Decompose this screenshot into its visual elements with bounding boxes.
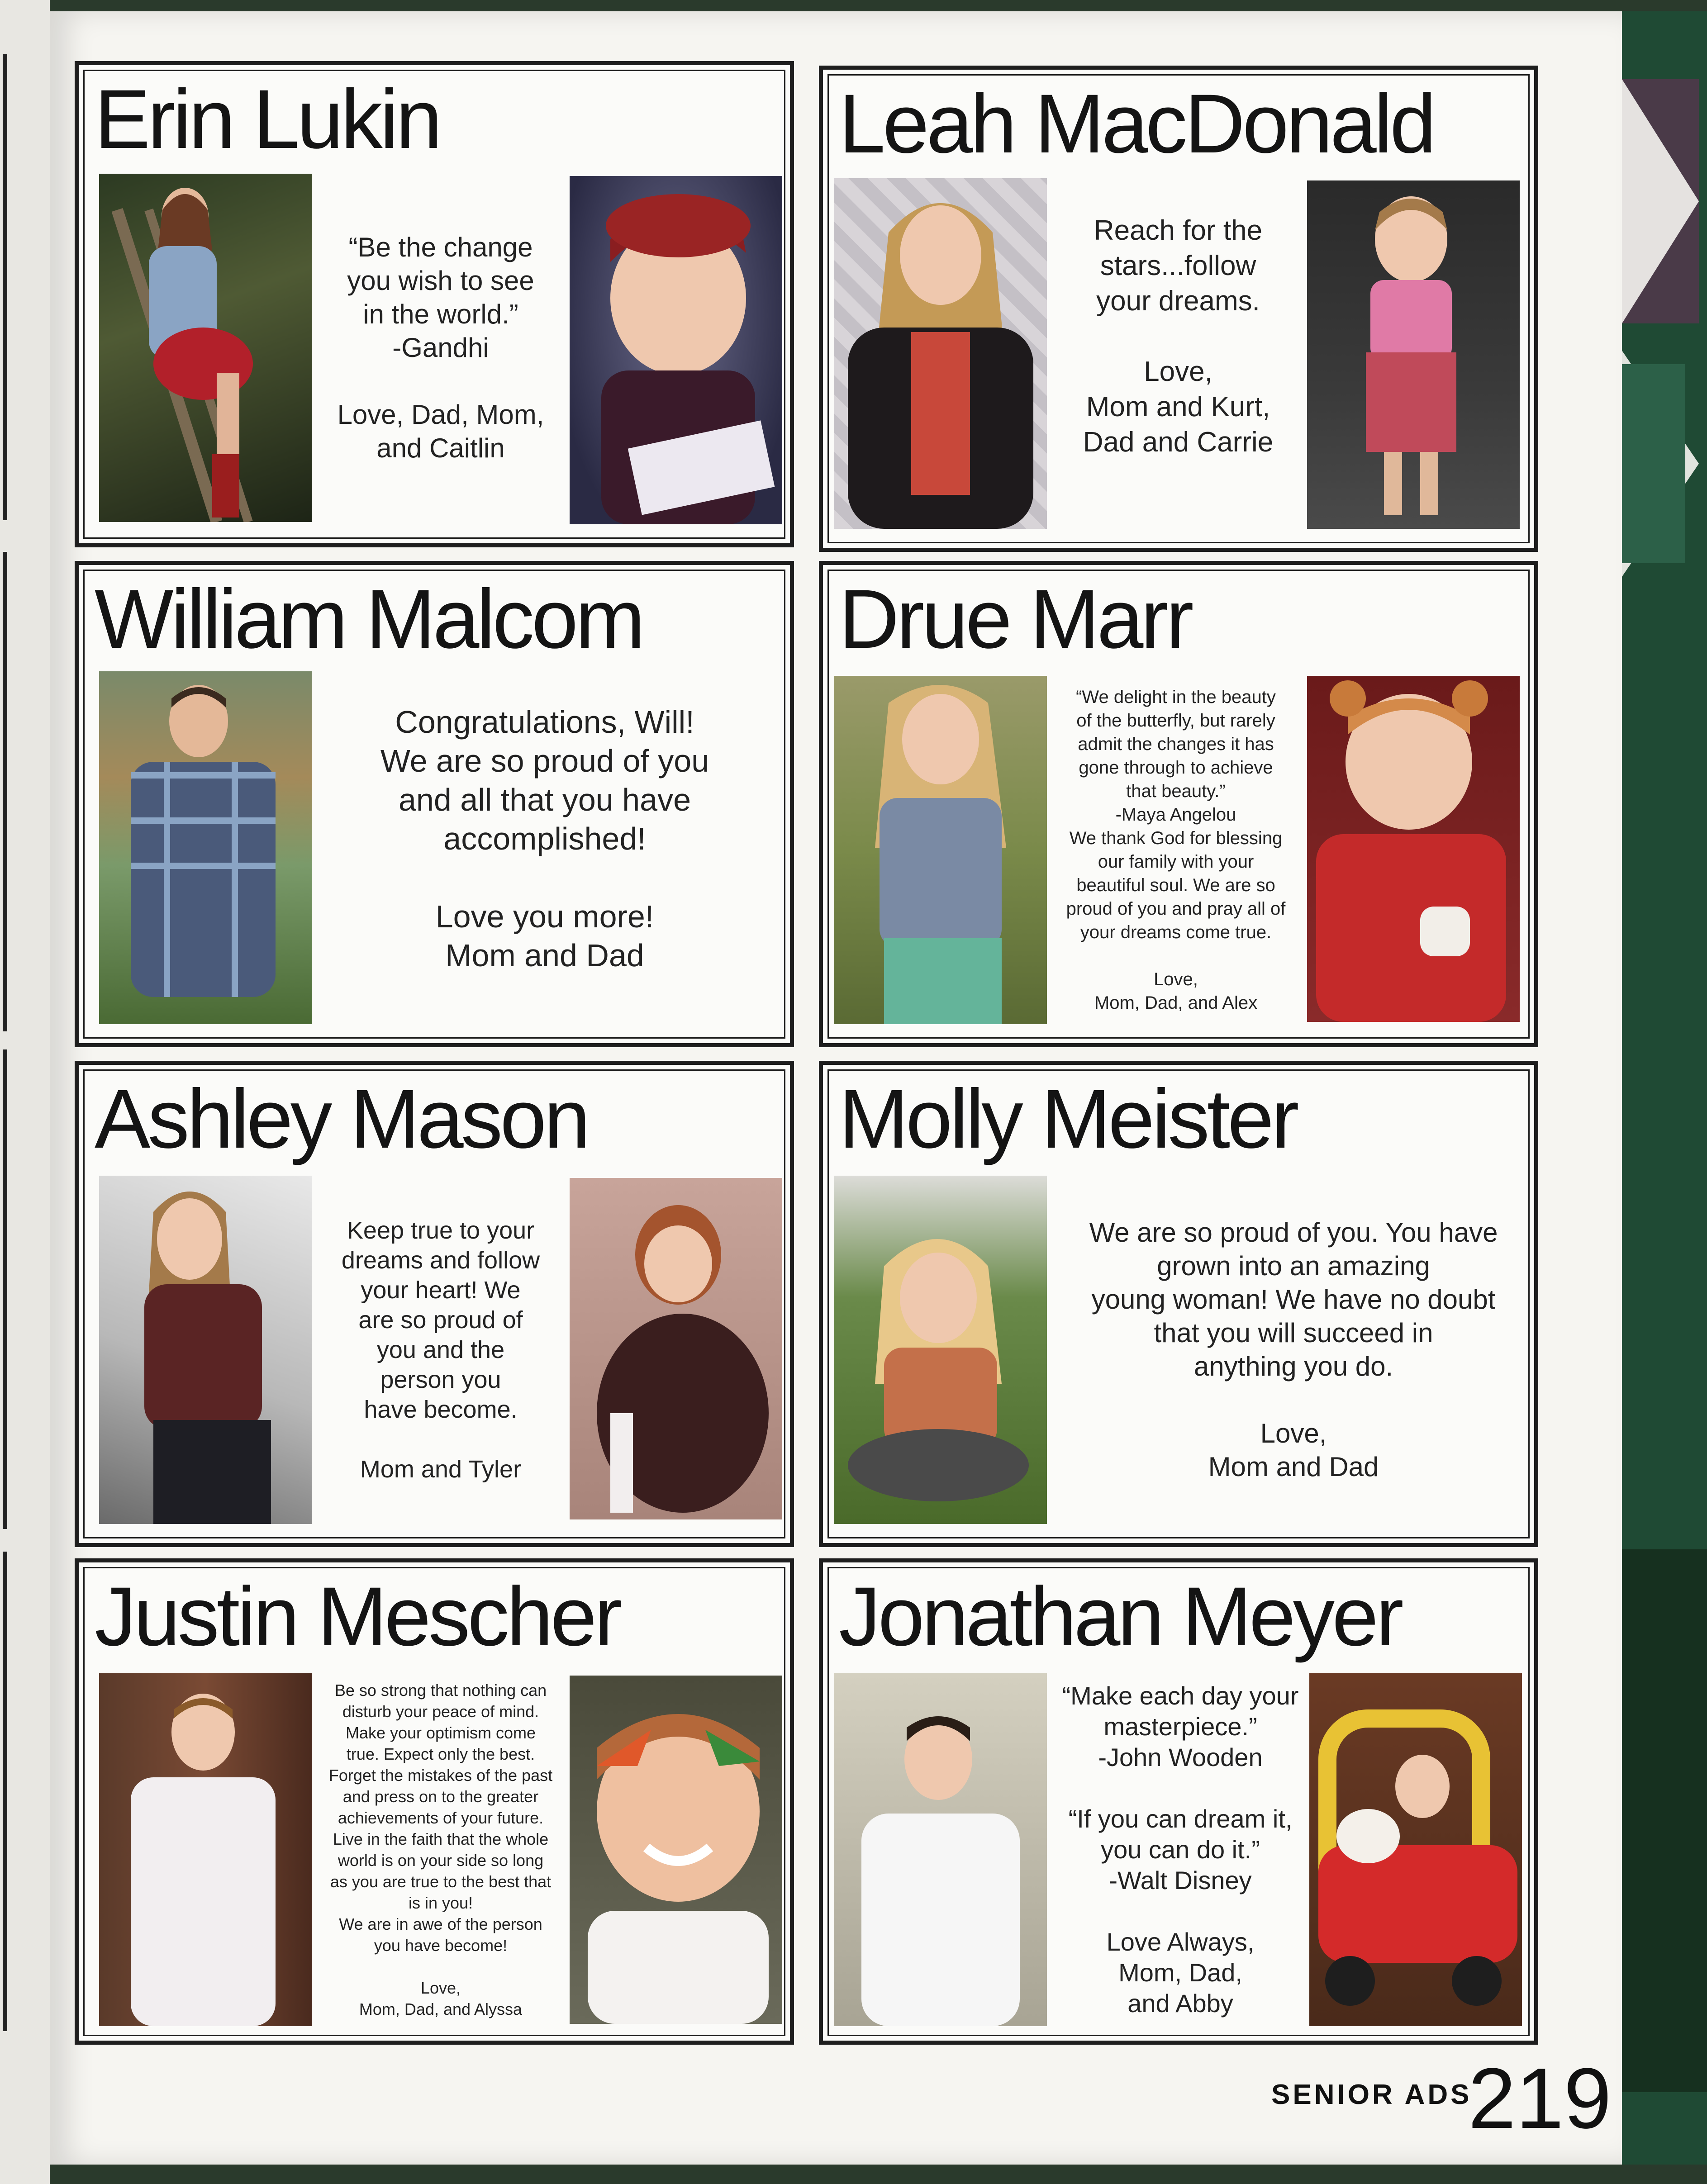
portrait-image <box>99 671 312 1024</box>
ad-message <box>1058 1176 1529 1524</box>
section-label: SENIOR ADS <box>1271 2079 1472 2110</box>
senior-photo <box>834 178 1047 529</box>
student-name: Justin Mescher <box>95 1570 620 1663</box>
message-line: your dreams. <box>1096 285 1260 317</box>
senior-ad <box>819 1558 1538 2045</box>
message-line: beautiful soul. We are so <box>1076 875 1275 895</box>
senior-ad <box>819 561 1538 1047</box>
message-line: Congratulations, Will! <box>395 704 694 740</box>
student-name: William Malcom <box>95 573 642 666</box>
message-line: We thank God for blessing <box>1069 828 1283 848</box>
message-line: proud of you and pray all of <box>1066 899 1286 919</box>
ad-message <box>1049 674 1303 1026</box>
message-line: Love, <box>1260 1418 1327 1448</box>
child-image <box>570 176 782 524</box>
portrait-image <box>834 676 1047 1024</box>
message-line: and press on to the greater <box>342 1787 539 1806</box>
message-line: achievements of your future. <box>338 1809 544 1827</box>
portrait-image <box>99 1176 312 1524</box>
message-line: “Be the change <box>348 232 533 262</box>
next-page-decoration <box>1622 11 1707 2165</box>
message-line: is in you! <box>408 1894 473 1912</box>
message-line: grown into an amazing <box>1157 1251 1430 1281</box>
message-line: “If you can dream it, <box>1068 1804 1293 1833</box>
message-line: our family with your <box>1098 852 1254 872</box>
binding-edge <box>3 54 7 520</box>
message-line: admit the changes it has <box>1078 734 1274 754</box>
message-line: Make your optimism come <box>345 1723 536 1742</box>
message-line: of the butterfly, but rarely <box>1076 711 1275 731</box>
message-line: in the world.” <box>363 299 518 329</box>
message-line: your heart! We <box>361 1277 521 1304</box>
portrait-image <box>834 178 1047 529</box>
binding-edge <box>3 552 7 1031</box>
senior-photo <box>99 1673 312 2026</box>
message-line: Mom and Kurt, <box>1086 391 1270 423</box>
senior-photo <box>834 676 1047 1024</box>
binding-edge <box>3 1049 7 1529</box>
message-line: true. Expect only the best. <box>346 1745 535 1763</box>
ad-message <box>1051 178 1305 495</box>
message-line: Love, <box>1144 356 1212 387</box>
senior-ad <box>75 61 794 547</box>
message-line: -Maya Angelou <box>1115 805 1236 825</box>
message-line: dreams and follow <box>341 1247 540 1274</box>
message-line: We are so proud of you <box>380 743 709 779</box>
portrait-image <box>99 174 312 522</box>
message-line: that beauty.” <box>1126 781 1226 801</box>
senior-ad <box>819 1061 1538 1547</box>
message-line: masterpiece.” <box>1103 1712 1257 1741</box>
child-image <box>570 1178 782 1519</box>
message-line: Love, <box>420 1979 461 1997</box>
message-line: -John Wooden <box>1098 1743 1263 1771</box>
message-line: are so proud of <box>358 1306 523 1334</box>
message-line: that you will succeed in <box>1154 1318 1433 1348</box>
page-number: 219 <box>1468 2051 1612 2146</box>
binding-edge <box>3 1552 7 2031</box>
message-line: you wish to see <box>347 266 534 296</box>
message-line: Forget the mistakes of the past <box>328 1766 553 1785</box>
student-name: Leah MacDonald <box>839 77 1434 171</box>
message-line: accomplished! <box>443 821 646 856</box>
ad-message <box>332 680 757 997</box>
student-name: Jonathan Meyer <box>839 1570 1401 1663</box>
message-line: anything you do. <box>1193 1351 1393 1382</box>
message-line: and Caitlin <box>376 433 505 463</box>
message-line: you and the <box>376 1336 505 1363</box>
next-page-edge <box>1622 11 1707 2165</box>
child-photo <box>1307 180 1520 529</box>
message-line: Keep true to your <box>347 1217 535 1244</box>
child-image <box>1309 1673 1522 2026</box>
senior-ad <box>75 1558 794 2045</box>
book-binding <box>0 0 50 2184</box>
message-line: Love you more! <box>435 899 654 934</box>
senior-photo <box>99 671 312 1024</box>
message-line: “We delight in the beauty <box>1076 687 1276 707</box>
senior-photo <box>834 1176 1047 1524</box>
child-photo <box>570 176 782 524</box>
message-line: Love Always, <box>1106 1928 1255 1956</box>
message-line: you have become! <box>374 1936 508 1955</box>
message-line: We are in awe of the person <box>339 1915 542 1933</box>
message-line: and all that you have <box>398 782 691 817</box>
senior-photo <box>834 1673 1047 2026</box>
message-line: Live in the faith that the whole <box>333 1830 549 1848</box>
senior-photo <box>99 174 312 522</box>
message-line: Dad and Carrie <box>1083 427 1274 458</box>
child-image <box>1307 180 1520 529</box>
yearbook-page <box>50 11 1622 2165</box>
message-line: Mom and Dad <box>1208 1452 1379 1482</box>
message-line: Love, Dad, Mom, <box>337 399 544 430</box>
senior-ad <box>75 1061 794 1547</box>
message-line: gone through to achieve <box>1079 758 1273 778</box>
message-line: Be so strong that nothing can <box>334 1681 547 1700</box>
senior-photo <box>99 1176 312 1524</box>
ad-message <box>323 1176 558 1524</box>
message-line: person you <box>380 1366 501 1393</box>
portrait-image <box>834 1673 1047 2026</box>
message-line: “Make each day your <box>1062 1681 1299 1710</box>
message-line: disturb your peace of mind. <box>342 1702 539 1721</box>
message-line: world is on your side so long <box>338 1851 544 1870</box>
child-photo <box>1307 676 1520 1022</box>
message-line: your dreams come true. <box>1080 922 1272 942</box>
portrait-image <box>99 1673 312 2026</box>
child-image <box>1307 676 1520 1022</box>
student-name: Molly Meister <box>839 1073 1297 1166</box>
ad-message <box>323 174 558 522</box>
message-line: Mom and Dad <box>445 938 644 973</box>
message-line: We are so proud of you. You have <box>1089 1217 1498 1248</box>
child-image <box>570 1676 782 2024</box>
message-line: -Gandhi <box>392 332 489 363</box>
child-photo <box>570 1178 782 1519</box>
message-line: Mom and Tyler <box>360 1456 522 1483</box>
child-photo <box>1309 1673 1522 2026</box>
senior-ad <box>819 66 1538 552</box>
message-line: you can do it.” <box>1101 1835 1260 1864</box>
message-line: have become. <box>364 1396 518 1423</box>
message-line: and Abby <box>1127 1989 1233 2018</box>
message-line: Love, <box>1154 969 1198 989</box>
student-name: Drue Marr <box>839 573 1191 666</box>
ad-message <box>1049 1673 1312 2026</box>
message-line: -Walt Disney <box>1109 1866 1252 1894</box>
portrait-image <box>834 1176 1047 1524</box>
message-line: Mom, Dad, and Alyssa <box>359 2000 523 2018</box>
student-name: Erin Lukin <box>95 73 440 166</box>
student-name: Ashley Mason <box>95 1073 588 1166</box>
message-line: Mom, Dad, <box>1118 1958 1242 1987</box>
message-line: Mom, Dad, and Alex <box>1094 993 1258 1013</box>
message-line: Reach for the <box>1094 215 1263 246</box>
child-photo <box>570 1676 782 2024</box>
message-line: young woman! We have no doubt <box>1091 1284 1496 1315</box>
senior-ad <box>75 561 794 1047</box>
message-line: as you are true to the best that <box>330 1872 552 1891</box>
message-line: stars...follow <box>1100 250 1256 281</box>
ad-message <box>314 1673 567 2026</box>
